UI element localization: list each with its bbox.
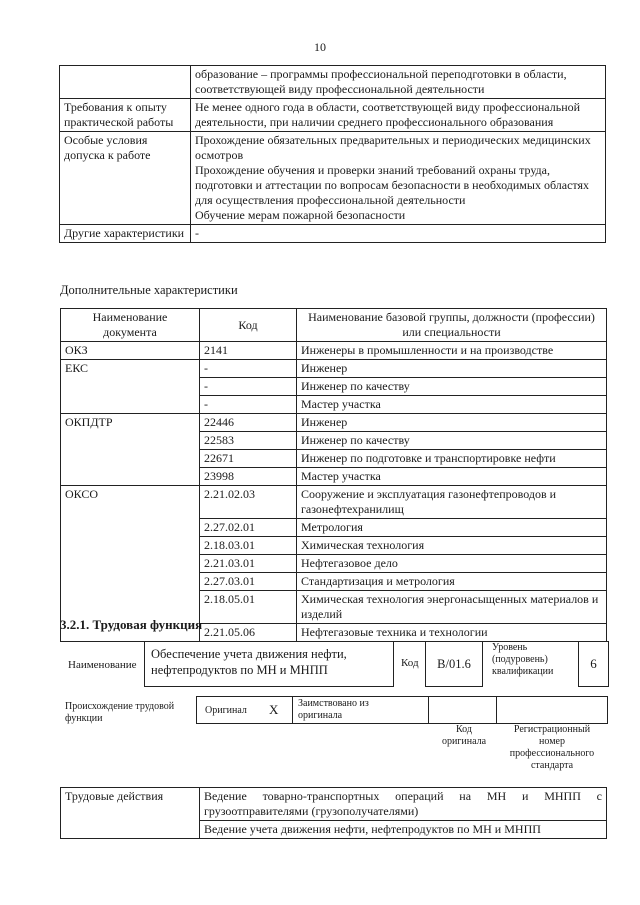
labor-action-row <box>61 788 607 821</box>
additional-row <box>61 342 607 360</box>
requirements-row <box>60 225 606 243</box>
additional-row <box>61 519 607 537</box>
doc-cell <box>61 432 200 450</box>
function-level-label: Уровень (подуровень) квалификации <box>492 642 554 677</box>
additional-row <box>61 414 607 432</box>
reg-number-caption: Регистрационный номер профессионального стандарта <box>509 724 595 771</box>
function-name-box <box>144 641 394 687</box>
name-cell: Нефтегазовое дело <box>297 555 607 573</box>
code-cell: 2.21.02.03 <box>200 486 297 519</box>
additional-row <box>61 573 607 591</box>
requirement-value: Прохождение обязательных предварительных и периодических медицинских осмотров Прохождение обучения и проверки знаний требований охраны труда, подготовки и аттестации по вопросам безопасности в необходимых областях для осуществления профессиональной деятельности Обучение мерам пожарной безопасности <box>191 132 606 225</box>
additional-row <box>61 537 607 555</box>
function-code-label: Код <box>401 657 419 669</box>
code-cell: 22583 <box>200 432 297 450</box>
name-cell: Инженер по подготовке и транспортировке нефти <box>297 450 607 468</box>
code-cell: 2.27.02.01 <box>200 519 297 537</box>
name-cell: Мастер участка <box>297 468 607 486</box>
additional-header-row <box>61 309 607 342</box>
name-cell: Сооружение и эксплуатация газонефтепроводов и газонефтехранилищ <box>297 486 607 519</box>
name-cell: Инженер <box>297 414 607 432</box>
name-cell: Инженер <box>297 360 607 378</box>
labor-actions-label: Трудовые действия <box>61 788 200 839</box>
additional-row <box>61 555 607 573</box>
doc-cell <box>61 519 200 537</box>
doc-cell <box>61 396 200 414</box>
code-cell: 23998 <box>200 468 297 486</box>
name-cell: Стандартизация и метрология <box>297 573 607 591</box>
page-number: 10 <box>314 40 326 54</box>
code-original-cell <box>428 696 498 724</box>
additional-row <box>61 432 607 450</box>
header-code: Код <box>200 309 297 342</box>
name-cell: Метрология <box>297 519 607 537</box>
additional-row <box>61 486 607 519</box>
labor-action-item: Ведение товарно-транспортных операций на МН и МНПП с грузоотправителями (грузополучателями) <box>200 788 607 821</box>
code-cell: 2.18.03.01 <box>200 537 297 555</box>
doc-cell: ОКПДТР <box>61 414 200 432</box>
name-cell: Инженеры в промышленности и на производстве <box>297 342 607 360</box>
section-title: 3.2.1. Трудовая функция <box>60 617 203 632</box>
requirement-value: Не менее одного года в области, соответствующей виду профессиональной деятельности, при наличии среднего профессионального образования <box>191 99 606 132</box>
original-cell <box>196 696 294 724</box>
code-cell: - <box>200 360 297 378</box>
doc-cell <box>61 537 200 555</box>
requirement-value: - <box>191 225 606 243</box>
function-name-label: Наименование <box>68 659 137 671</box>
reg-number-cell <box>496 696 608 724</box>
requirements-table <box>59 65 606 243</box>
original-mark: X <box>269 702 279 717</box>
origin-label: Происхождение трудовой функции <box>65 701 175 724</box>
name-cell: Химическая технология энергонасыщенных материалов и изделий <box>297 591 607 624</box>
additional-table <box>60 308 607 642</box>
code-cell: 22446 <box>200 414 297 432</box>
doc-cell: ОКСО <box>61 486 200 519</box>
function-name-value: Обеспечение учета движения нефти, нефтепродуктов по МН и МНПП <box>151 647 347 677</box>
name-cell: Химическая технология <box>297 537 607 555</box>
additional-row <box>61 396 607 414</box>
borrowed-label: Заимствовано из оригинала <box>298 698 369 721</box>
code-cell: 2.18.05.01 <box>200 591 297 624</box>
function-code-box <box>425 641 483 687</box>
name-cell: Нефтегазовые техника и технологии <box>297 624 607 642</box>
header-doc: Наименование документа <box>61 309 200 342</box>
labor-actions-table <box>60 787 607 839</box>
function-level-box <box>578 641 609 687</box>
doc-cell <box>61 555 200 573</box>
requirements-row <box>60 132 606 225</box>
code-cell: - <box>200 396 297 414</box>
requirements-row <box>60 99 606 132</box>
additional-row <box>61 360 607 378</box>
code-cell: 22671 <box>200 450 297 468</box>
code-original-caption: Код оригинала <box>441 724 487 747</box>
origin-cells <box>196 696 606 722</box>
requirements-row <box>60 66 606 99</box>
doc-cell <box>61 450 200 468</box>
requirement-label <box>60 66 191 99</box>
labor-action-item: Ведение учета движения нефти, нефтепродуктов по МН и МНПП <box>200 821 607 839</box>
name-cell: Инженер по качеству <box>297 432 607 450</box>
requirement-label: Особые условия допуска к работе <box>60 132 191 225</box>
code-cell: 2141 <box>200 342 297 360</box>
additional-row <box>61 468 607 486</box>
doc-cell: ОКЗ <box>61 342 200 360</box>
doc-cell <box>61 573 200 591</box>
additional-title: Дополнительные характеристики <box>60 283 238 297</box>
function-code-value: В/01.6 <box>437 656 471 671</box>
code-cell: 2.21.03.01 <box>200 555 297 573</box>
header-name: Наименование базовой группы, должности (профессии) или специальности <box>297 309 607 342</box>
doc-cell <box>61 378 200 396</box>
additional-row <box>61 378 607 396</box>
name-cell: Инженер по качеству <box>297 378 607 396</box>
code-cell: 2.27.03.01 <box>200 573 297 591</box>
borrowed-cell <box>292 696 430 724</box>
function-level-value: 6 <box>590 656 597 671</box>
additional-row <box>61 450 607 468</box>
name-cell: Мастер участка <box>297 396 607 414</box>
requirement-label: Другие характеристики <box>60 225 191 243</box>
requirement-label: Требования к опыту практической работы <box>60 99 191 132</box>
requirement-value: образование – программы профессиональной переподготовки в области, соответствующей виду профессиональной деятельности <box>191 66 606 99</box>
original-label: Оригинал <box>205 705 247 716</box>
doc-cell: ЕКС <box>61 360 200 378</box>
code-cell: 2.21.05.06 <box>200 624 297 642</box>
code-cell: - <box>200 378 297 396</box>
doc-cell <box>61 468 200 486</box>
